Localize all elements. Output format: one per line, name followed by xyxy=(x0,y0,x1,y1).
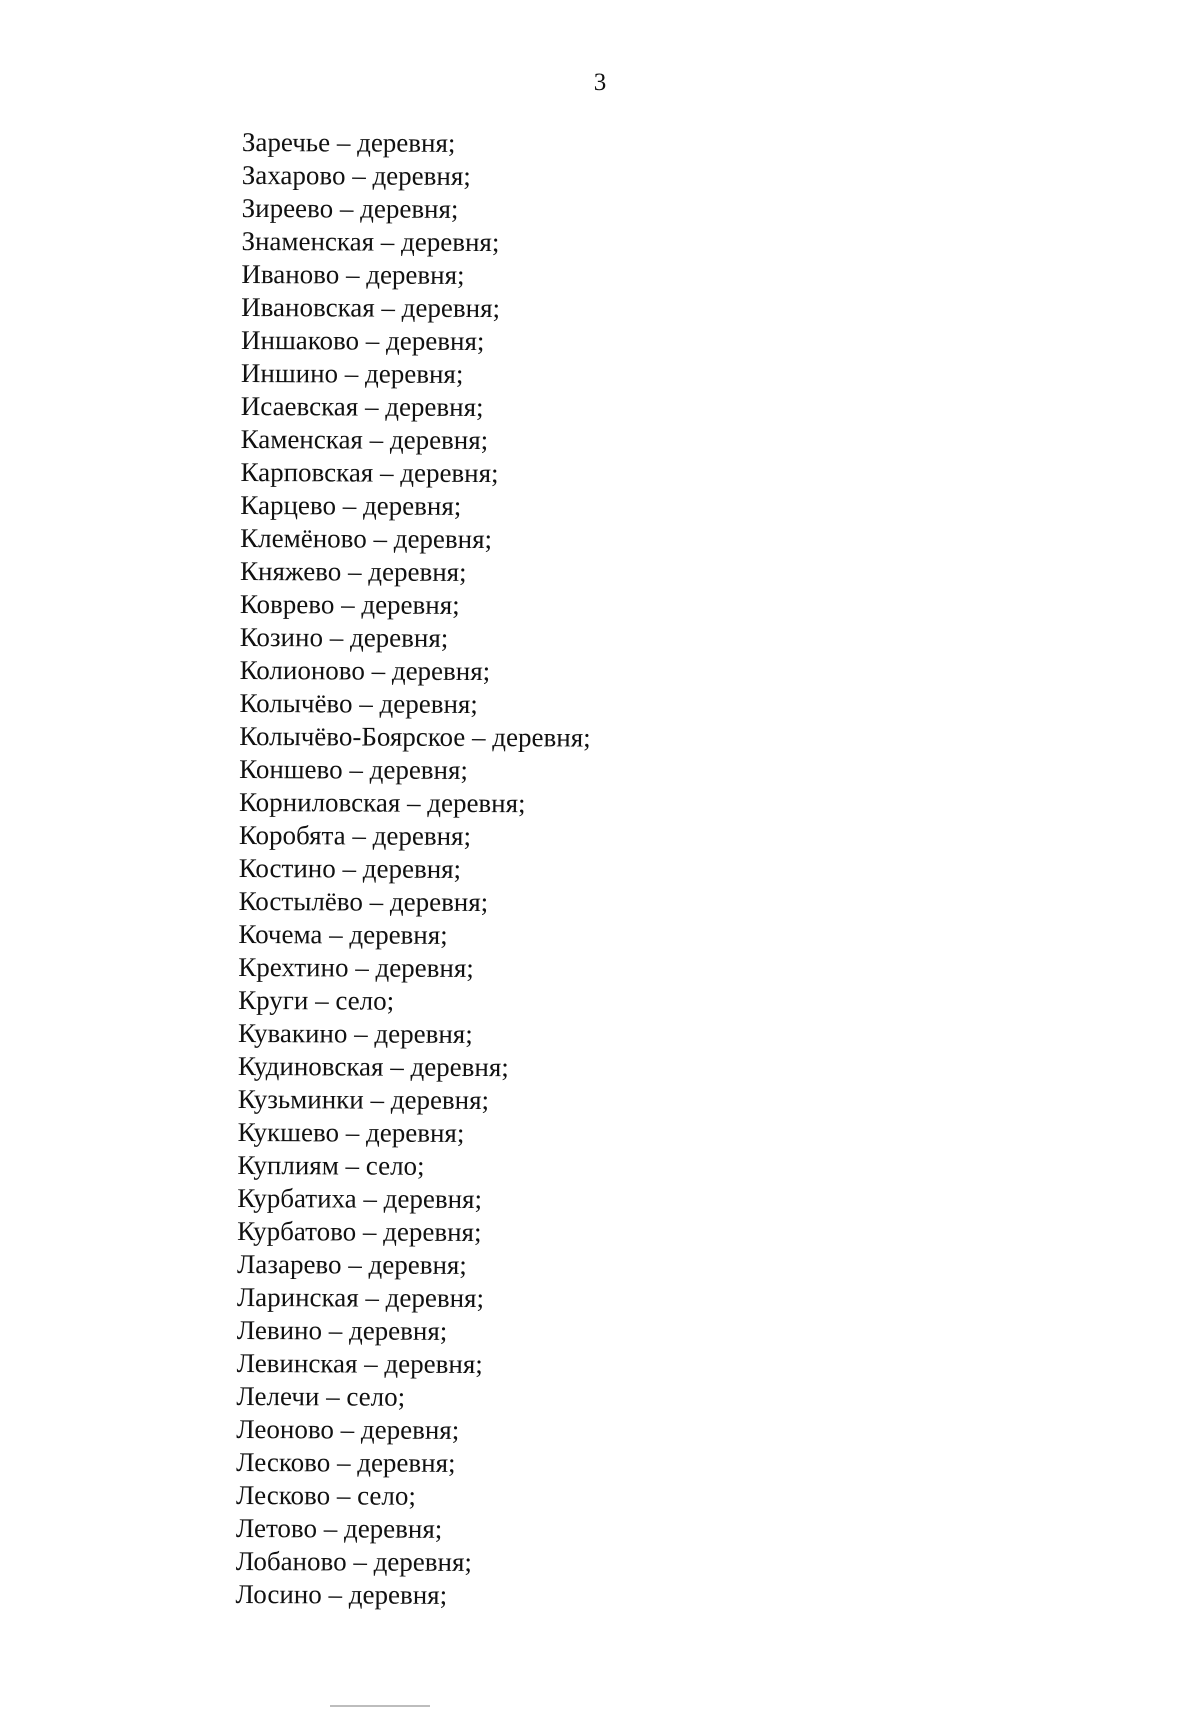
list-item: Заречье – деревня; xyxy=(241,126,456,158)
list-item: Кувакино – деревня; xyxy=(237,1017,473,1050)
list-item: Лазарево – деревня; xyxy=(236,1248,467,1280)
page-number: 3 xyxy=(593,69,607,96)
list-item: Курбатиха – деревня; xyxy=(237,1182,483,1215)
list-item: Кудиновская – деревня; xyxy=(237,1050,509,1083)
list-item: Исаевская – деревня; xyxy=(240,390,484,423)
list-item: Каменская – деревня; xyxy=(240,423,489,456)
list-item: Княжево – деревня; xyxy=(239,555,467,587)
list-item: Лелечи – село; xyxy=(236,1380,406,1412)
list-item: Корниловская – деревня; xyxy=(238,786,526,819)
list-item: Крехтино – деревня; xyxy=(238,951,474,984)
list-item: Клемёново – деревня; xyxy=(240,522,493,555)
list-item: Козино – деревня; xyxy=(239,621,449,653)
list-item: Кузьминки – деревня; xyxy=(237,1083,490,1116)
list-item: Летово – деревня; xyxy=(235,1512,443,1544)
list-item: Карповская – деревня; xyxy=(240,456,499,489)
list-item: Захарово – деревня; xyxy=(241,159,471,191)
list-item: Коврево – деревня; xyxy=(239,588,460,620)
list-item: Костылёво – деревня; xyxy=(238,885,489,918)
list-item: Лобаново – деревня; xyxy=(235,1545,473,1578)
list-item: Карцево – деревня; xyxy=(240,489,462,521)
list-item: Костино – деревня; xyxy=(238,852,462,884)
list-item: Куплиям – село; xyxy=(237,1149,425,1181)
list-item: Коробята – деревня; xyxy=(238,819,472,852)
list-item: Иваново – деревня; xyxy=(241,258,465,290)
scan-artifact xyxy=(330,1705,430,1707)
list-item: Колионово – деревня; xyxy=(239,654,491,687)
list-item: Иншино – деревня; xyxy=(240,357,464,389)
list-item: Курбатово – деревня; xyxy=(237,1215,482,1248)
list-item: Лесково – село; xyxy=(235,1479,416,1511)
list-item: Колычёво – деревня; xyxy=(239,687,478,720)
list-item: Кочема – деревня; xyxy=(238,918,448,950)
list-item: Левино – деревня; xyxy=(236,1314,448,1346)
list-item: Иншаково – деревня; xyxy=(241,324,485,357)
list-item: Ивановская – деревня; xyxy=(241,291,501,324)
list-item: Зиреево – деревня; xyxy=(241,192,459,224)
list-item: Знаменская – деревня; xyxy=(241,225,500,258)
list-item: Колычёво-Боярское – деревня; xyxy=(239,720,591,753)
list-item: Коншево – деревня; xyxy=(239,753,469,785)
list-item: Круги – село; xyxy=(238,984,395,1016)
list-item: Лесково – деревня; xyxy=(236,1446,456,1478)
list-item: Ларинская – деревня; xyxy=(236,1281,485,1314)
list-item: Леоново – деревня; xyxy=(236,1413,460,1445)
list-item: Левинская – деревня; xyxy=(236,1347,483,1380)
list-item: Лосино – деревня; xyxy=(235,1578,448,1610)
list-item: Кукшево – деревня; xyxy=(237,1116,465,1148)
settlement-list xyxy=(236,126,594,1613)
